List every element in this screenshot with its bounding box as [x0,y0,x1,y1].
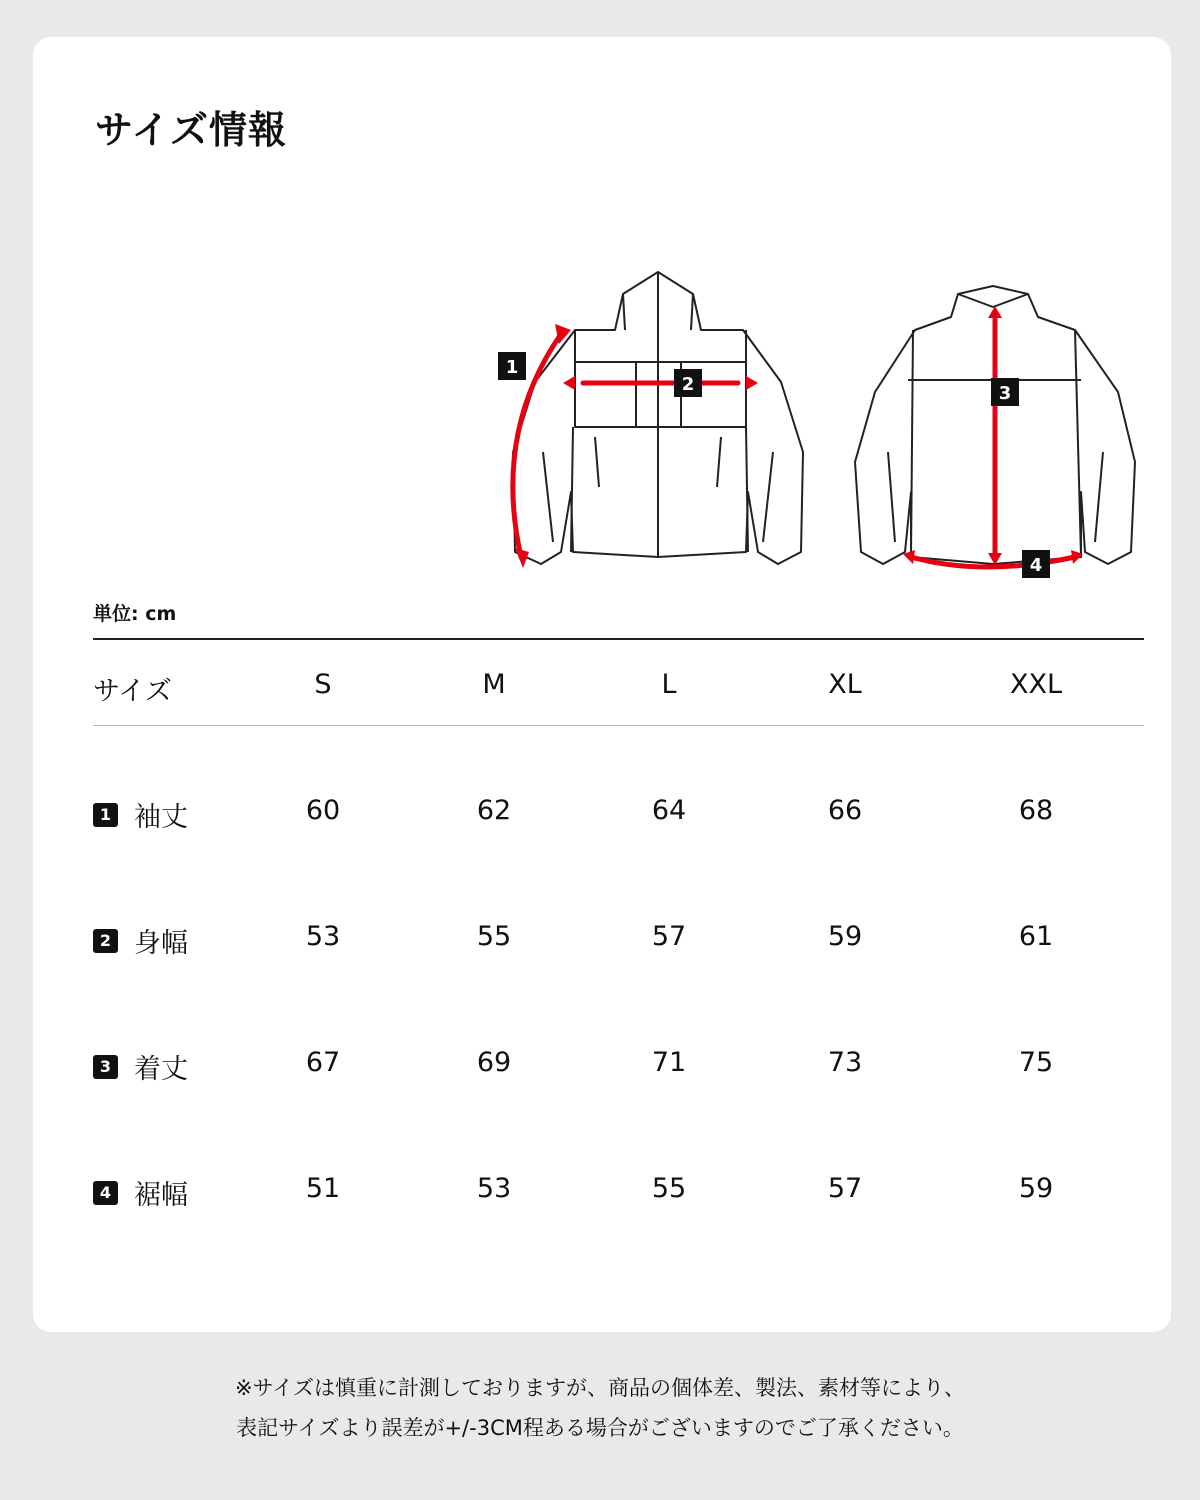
table-cell: 55 [651,1173,687,1204]
table-cell: 64 [651,795,687,826]
table-cell: 73 [827,1047,863,1078]
diagram-badge-1: 1 [505,357,519,378]
size-header-s: S [314,669,332,700]
disclaimer-line-2: 表記サイズより誤差が+/-3CM程ある場合がございますのでご了承ください。 [236,1416,964,1440]
diagram-badge-2: 2 [681,374,695,395]
page-title: サイズ情報 [95,108,287,152]
table-top-rule [93,638,1144,640]
table-cell: 66 [827,795,863,826]
row-number-badge: 1 [93,803,118,827]
table-cell: 53 [476,1173,512,1204]
row-number-badge: 3 [93,1055,118,1079]
diagram-badge-3: 3 [998,383,1012,404]
table-cell: 59 [827,921,863,952]
table-cell: 59 [1018,1173,1054,1204]
size-header-m: M [482,669,506,700]
diagram-badge-4: 4 [1029,555,1043,576]
table-cell: 68 [1018,795,1054,826]
jacket-front-illustration [513,272,803,564]
row-label-hem: 裾幅 [134,1180,188,1211]
table-cell: 51 [305,1173,341,1204]
table-cell: 55 [476,921,512,952]
disclaimer-line-1: ※サイズは慎重に計測しておりますが、商品の個体差、製法、素材等により、 [235,1376,965,1400]
row-number-badge: 2 [93,929,118,953]
table-cell: 69 [476,1047,512,1078]
table-cell: 61 [1018,921,1054,952]
row-number-badge: 4 [93,1181,118,1205]
table-row-label [93,1047,188,1086]
table-row-label [93,795,188,834]
table-cell: 62 [476,795,512,826]
size-header-label: サイズ [93,676,172,707]
row-label-chest: 身幅 [134,928,188,959]
table-cell: 71 [651,1047,687,1078]
table-cell: 53 [305,921,341,952]
table-cell: 75 [1018,1047,1054,1078]
table-header-rule [93,725,1144,726]
size-header-l: L [661,669,677,700]
size-header-xl: XL [828,669,862,700]
size-info-card [33,37,1171,1332]
table-cell: 57 [651,921,687,952]
disclaimer-note [0,1368,1200,1448]
table-cell: 67 [305,1047,341,1078]
table-row-label [93,921,188,960]
measurement-arrows [513,314,1075,567]
row-label-sleeve: 袖丈 [134,802,188,833]
table-cell: 60 [305,795,341,826]
size-header-xxl: XXL [1009,669,1063,700]
table-cell: 57 [827,1173,863,1204]
jacket-measurement-diagram [463,252,1163,612]
table-row-label [93,1173,188,1212]
row-label-length: 着丈 [134,1054,188,1085]
unit-label: 単位: cm [93,603,177,625]
